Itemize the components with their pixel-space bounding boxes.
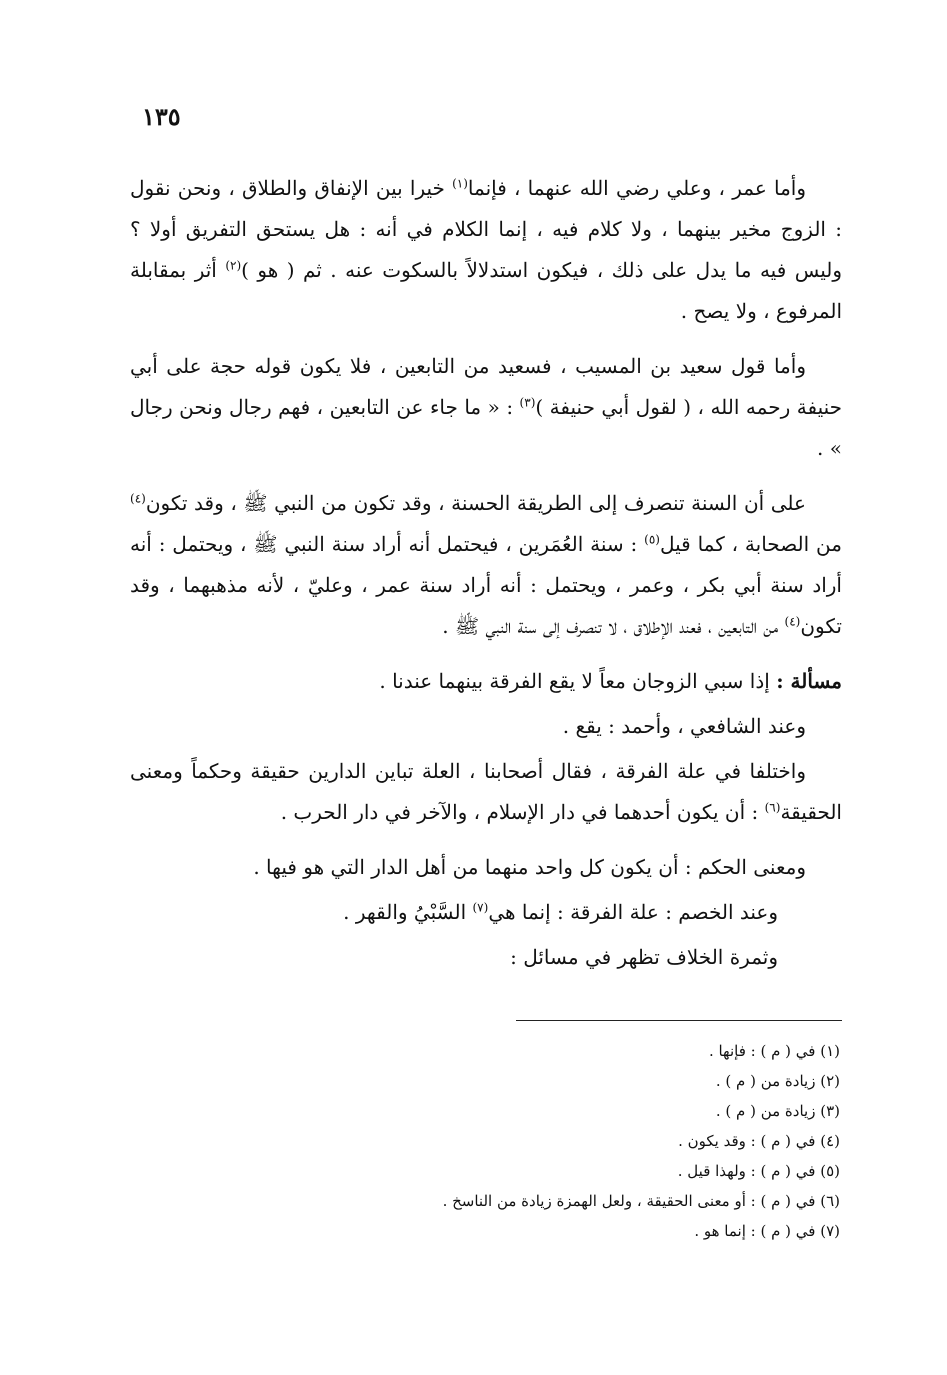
footnotes — [420, 1036, 840, 1246]
footnote-marker: (٥) — [644, 532, 660, 547]
text-segment: ومعنى الحكم : أن يكون كل واحد منهما من أهل الدار التي هو فيها . — [253, 855, 806, 879]
text-segment: : سنة العُمَرين ، فيحتمل أنه أراد سنة النبي ﷺ ، ويحتمل : أنه أراد سنة أبي بكر ، وعمر ، ويحتمل : أنه أراد سنة عمر ، وعليّ ، لأنه مذهبهما ، وقد تكون — [130, 532, 842, 638]
footnote: (٧) في ( م ) : إنما هو . — [694, 1222, 840, 1240]
paragraph — [130, 661, 842, 702]
footnote-divider — [516, 1020, 842, 1021]
text-segment: وأما قول سعيد بن المسيب ، فسعيد من التابعين ، فلا يكون قوله حجة على أبي حنيفة رحمه الله ، ( لقول أبي حنيفة ) — [130, 354, 842, 419]
text-segment: وعند الخصم : علة الفرقة : إنما هي — [488, 900, 778, 924]
footnote-marker: (٤) — [784, 614, 801, 629]
paragraph — [130, 706, 842, 747]
text-segment: على أن السنة تنصرف إلى الطريقة الحسنة ، وقد تكون من النبي ﷺ ، وقد تكون — [145, 491, 806, 515]
paragraph — [130, 168, 842, 332]
footnote: (٢) زيادة من ( م ) . — [715, 1072, 840, 1090]
footnote: (١) في ( م ) : فإنها . — [708, 1042, 840, 1060]
text-segment: إذا سبي الزوجان معاً لا يقع الفرقة بينهما عندنا . — [379, 669, 777, 693]
paragraph — [130, 751, 842, 833]
footnote: (٤) في ( م ) : وقد يكون . — [678, 1132, 840, 1150]
footnote: (٥) في ( م ) : ولهذا قيل . — [677, 1162, 840, 1180]
text-segment: من التابعين ، فعند الإطلاق ، لا تنصرف إلى سنة النبي ﷺ . — [442, 614, 785, 638]
text-segment: وثمرة الخلاف تظهر في مسائل : — [510, 945, 778, 969]
footnote-marker: (٧) — [472, 900, 489, 915]
text-segment: من الصحابة ، كما قيل — [659, 532, 842, 556]
text-segment: السَّبْيُ والقهر . — [343, 900, 473, 924]
footnote-marker: (٦) — [764, 800, 781, 815]
text-segment: أثر بمقابلة المرفوع ، ولا يصح . — [130, 258, 842, 323]
paragraph — [130, 937, 842, 978]
footnote: (٦) في ( م ) : أو معنى الحقيقة ، ولعل الهمزة زيادة من الناسخ . — [442, 1192, 840, 1210]
footnote: (٣) زيادة من ( م ) . — [715, 1102, 840, 1120]
text-segment: : أن يكون أحدهما في دار الإسلام ، والآخر في دار الحرب . — [280, 800, 765, 824]
paragraph — [130, 346, 842, 469]
text-segment: خيرا بين الإنفاق والطلاق ، ونحن نقول : الزوج مخير بينهما ، ولا كلام فيه ، إنما الكلام في أنه : هل يستحق التفريق أولا ؟ وليس فيه ما يدل على ذلك ، فيكون استدلالاً بالسكوت عنه . ثم ( هو ) — [130, 176, 842, 282]
paragraph — [130, 483, 842, 647]
text-segment: وأما عمر ، وعلي رضي الله عنهما ، فإنما — [467, 176, 806, 200]
page-number: ١٣٥ — [142, 102, 181, 131]
footnote-marker: (٤) — [130, 491, 146, 506]
text-segment: : « ما جاء عن التابعين ، فهم رجال ونحن رجال » . — [130, 395, 842, 460]
paragraph — [130, 892, 842, 933]
footnote-marker: (٢) — [225, 258, 242, 273]
issue-label: مسألة : — [776, 669, 842, 693]
text-segment: واختلفا في علة الفرقة ، فقال أصحابنا ، العلة تباين الدارين حقيقة وحكماً ومعنى الحقيقة — [130, 759, 842, 824]
footnote-marker: (١) — [452, 176, 468, 191]
paragraph — [130, 847, 842, 888]
text-segment: وعند الشافعي ، وأحمد : يقع . — [562, 714, 806, 738]
footnote-marker: (٣) — [519, 395, 536, 410]
main-text — [130, 168, 842, 982]
